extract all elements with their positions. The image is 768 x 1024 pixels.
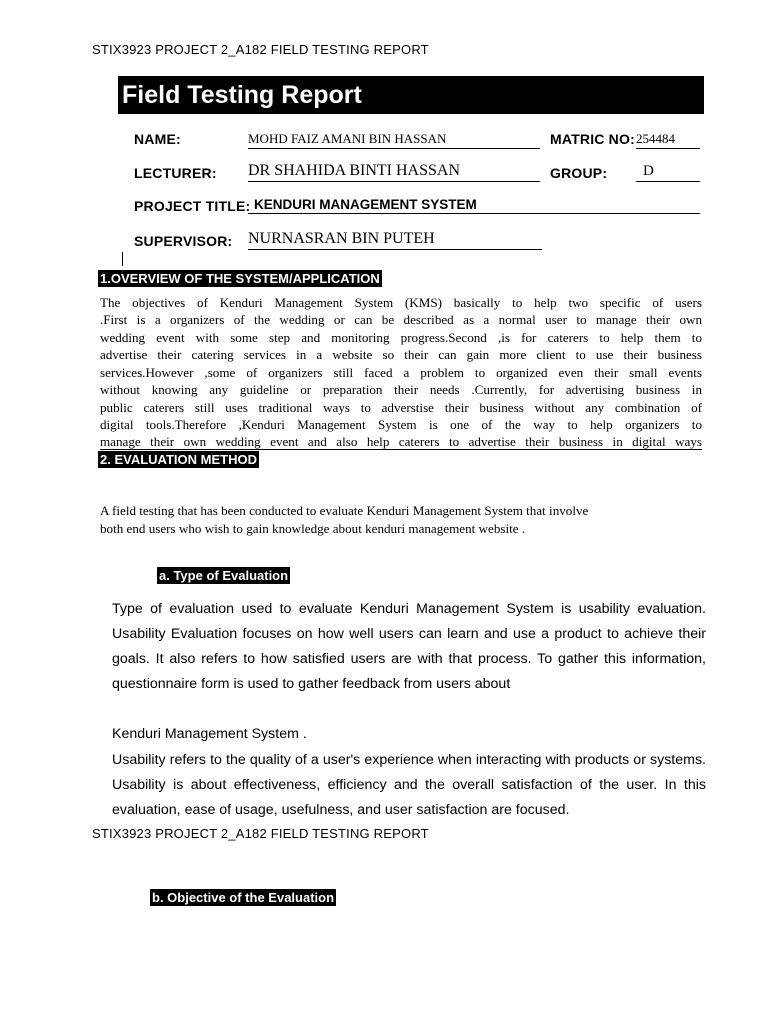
overview-line: digital tools.Therefore ,Kenduri Management System is one of the way to help organizers to	[100, 417, 702, 432]
subsection-b-heading: b. Objective of the Evaluation	[152, 890, 335, 905]
supervisor-label: SUPERVISOR:	[134, 233, 233, 249]
matric-label: MATRIC NO:	[550, 131, 635, 147]
lecturer-label: LECTURER:	[134, 165, 217, 181]
text-cursor	[122, 252, 123, 266]
lecturer-value: DR SHAHIDA BINTI HASSAN	[248, 162, 540, 182]
report-banner: Field Testing Report	[118, 76, 704, 114]
section2-heading: 2. EVALUATION METHOD	[100, 452, 257, 467]
supervisor-value: NURNASRAN BIN PUTEH	[248, 230, 542, 250]
evaluation-intro-line: both end users who wish to gain knowledge about kenduri management website .	[100, 521, 526, 536]
group-label: GROUP:	[550, 165, 608, 181]
overview-line: manage their own wedding event and also help caterers to advertise their business in digital ways	[100, 434, 702, 449]
overview-line: wedding event with some step and monitoring progress.Second ,is for caterers to help them to	[100, 330, 702, 345]
overview-line: .First is a organizers of the wedding or can be described as a normal user to manage their own	[100, 312, 702, 327]
type-of-evaluation-paragraph: Type of evaluation used to evaluate Kenduri Management System is usability evaluation. Usability Evaluation focuses on how well users can learn and use a product to achieve their goals. It also refers to how satisfied users are with that process. To gather this information, questionnaire form is used to gather feedback from users about	[112, 601, 706, 692]
overview-line: services.However ,some of organizers still faced a problem to organized even their small events	[100, 365, 702, 380]
name-value: MOHD FAIZ AMANI BIN HASSAN	[248, 131, 540, 149]
running-header: STIX3923 PROJECT 2_A182 FIELD TESTING REPORT	[92, 826, 429, 841]
overview-line: public caterers still uses traditional ways to adverstise their business without any combination of	[100, 400, 702, 415]
section1-heading: 1.OVERVIEW OF THE SYSTEM/APPLICATION	[100, 271, 380, 286]
matric-value: 254484	[636, 131, 700, 149]
kms-line: Kenduri Management System .	[112, 726, 307, 742]
project-title-label: PROJECT TITLE:	[134, 198, 251, 214]
overview-line: advertise their catering services in a website so their can gain more client to use their business	[100, 347, 702, 362]
running-header: STIX3923 PROJECT 2_A182 FIELD TESTING REPORT	[92, 42, 429, 57]
group-value: D	[636, 163, 700, 182]
overview-line: The objectives of Kenduri Management System (KMS) basically to help two specific of users	[100, 295, 702, 310]
usability-paragraph: Usability refers to the quality of a user's experience when interacting with products or systems. Usability is about effectiveness, efficiency and the overall satisfaction of the user. In this evaluation, ease of usage, usefulness, and user satisfaction are focused.	[112, 752, 706, 818]
overview-line: without knowing any guideline or preparation their needs .Currently, for advertising business in	[100, 382, 702, 397]
name-label: NAME:	[134, 131, 181, 147]
evaluation-intro-line: A field testing that has been conducted to evaluate Kenduri Management System that involve	[100, 503, 589, 518]
project-title-value: KENDURI MANAGEMENT SYSTEM	[248, 197, 700, 214]
subsection-a-heading: a. Type of Evaluation	[159, 568, 289, 583]
